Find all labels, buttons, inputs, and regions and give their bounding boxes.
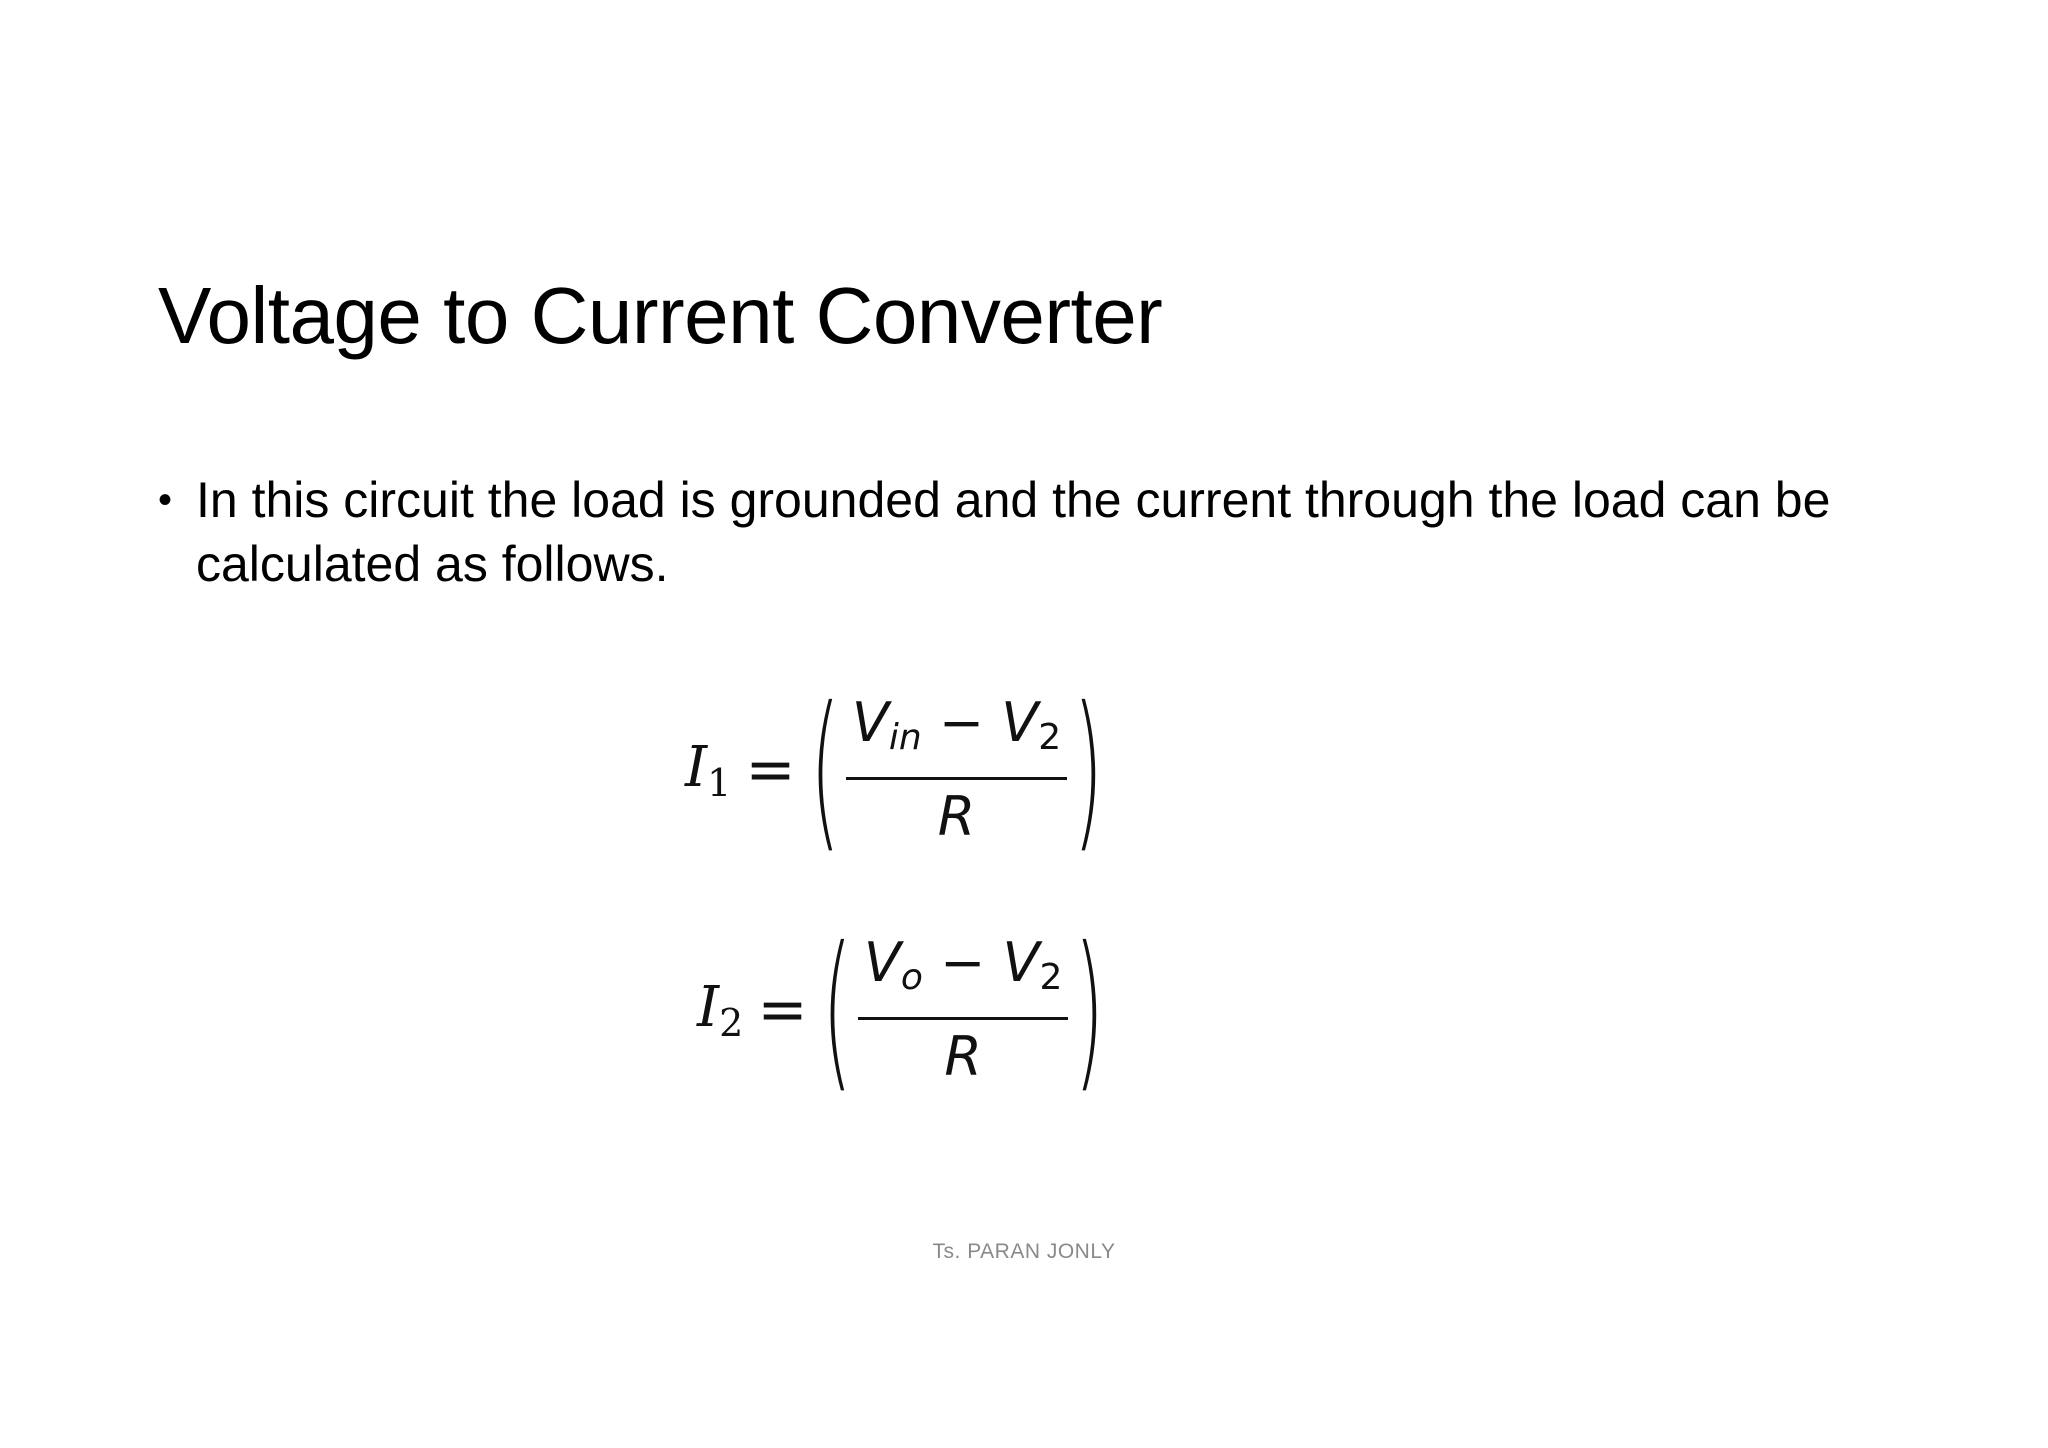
numerator: $V_o - V_2$: [863, 931, 1063, 998]
right-paren: ): [1073, 671, 1104, 869]
denominator: R: [937, 785, 976, 848]
fraction-bar: [858, 1017, 1068, 1020]
bullet-item: [158, 468, 1918, 596]
fraction-bar: [846, 777, 1067, 780]
equals-sign: =: [757, 975, 808, 1045]
equation-lhs: $I_1$: [685, 735, 732, 805]
right-paren: ): [1074, 911, 1105, 1109]
equation-lhs: $I_2$: [697, 975, 744, 1045]
bullet-list: [158, 468, 1918, 596]
bullet-dot-icon: •: [158, 478, 173, 522]
left-paren: (: [809, 671, 840, 869]
slide-footer: Ts. PARAN JONLY: [932, 1240, 1116, 1263]
equals-sign: =: [745, 735, 796, 805]
bullet-text: In this circuit the load is grounded and the current through the load can be calculated as follows.: [196, 472, 1831, 592]
fraction: [836, 690, 1077, 850]
fraction: [848, 930, 1078, 1090]
slide-title: Voltage to Current Converter: [158, 271, 1163, 360]
equation-i1: [685, 671, 1104, 869]
denominator: R: [944, 1025, 982, 1088]
left-paren: (: [821, 911, 852, 1109]
equation-i2: [697, 911, 1105, 1109]
numerator: $V_{in} - V_2$: [851, 691, 1062, 758]
